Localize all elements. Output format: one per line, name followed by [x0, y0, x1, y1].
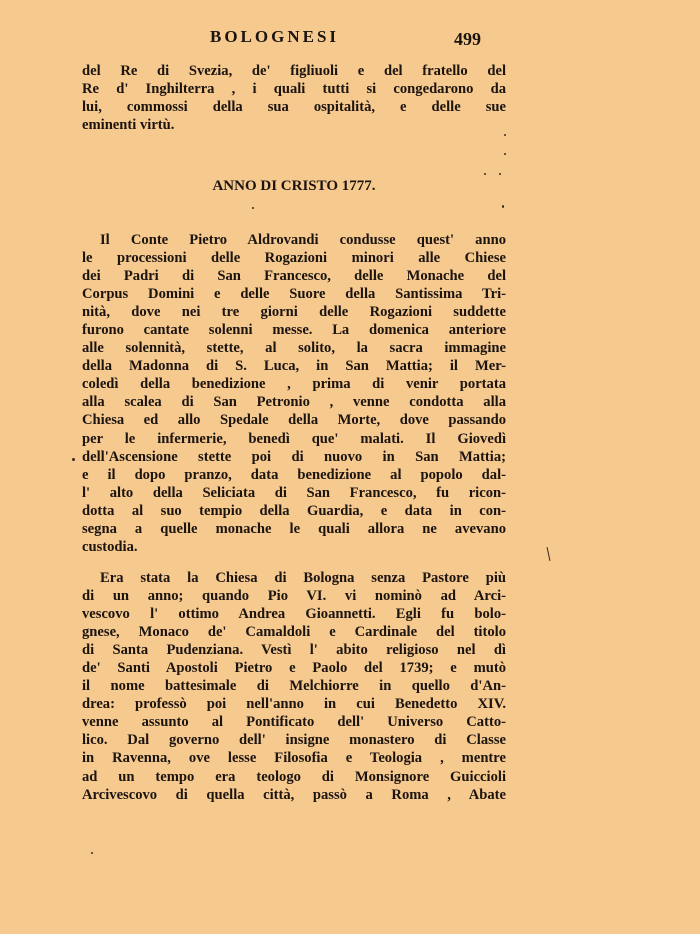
ink-speck	[252, 207, 254, 209]
text-line: dotta al suo tempio della Guardia, e data in con-	[82, 502, 506, 519]
text-line: di un anno; quando Pio VI. vi nominò ad Arci-	[82, 588, 506, 605]
continued-paragraph	[82, 62, 506, 134]
running-head-title: BOLOGNESI	[210, 27, 340, 46]
text-line: de' Santi Apostoli Pietro e Paolo del 1739; e mutò	[82, 660, 506, 677]
text-line: nità, dove nei tre giorni delle Rogazioni suddette	[82, 304, 506, 321]
text-line: della Madonna di S. Luca, in San Mattia; il Mer-	[82, 358, 506, 375]
text-line: alla scalea di San Petronio , venne condotta alla	[82, 394, 506, 411]
text-line: dei Padri di San Francesco, delle Monache del	[82, 268, 506, 285]
text-line: le processioni delle Rogazioni minori alle Chiese	[82, 250, 506, 267]
text-line: e il dopo pranzo, data benedizione al popolo dal-	[82, 466, 506, 483]
text-line: vescovo l' ottimo Andrea Gioannetti. Egli fu bolo-	[82, 606, 506, 623]
page-number: 499	[454, 29, 481, 49]
text-line: del Re di Svezia, de' figliuoli e del fratello del	[82, 63, 506, 79]
text-line: segna a quelle monache le quali allora ne avevano	[82, 520, 506, 537]
text-line: furono cantate solenni messe. La domenica anteriore	[82, 322, 506, 339]
text-line: lico. Dal governo dell' insigne monastero di Classe	[82, 732, 506, 749]
text-line: il nome battesimale di Melchiorre in quello d'An-	[82, 678, 506, 695]
text-line: Il Conte Pietro Aldrovandi condusse quest' anno	[100, 232, 506, 248]
text-line: Era stata la Chiesa di Bologna senza Pastore più	[100, 570, 506, 586]
text-line: gnese, Monaco de' Camaldoli e Cardinale del titolo	[82, 624, 506, 641]
text-line: coledì della benedizione , prima di venir portata	[82, 376, 506, 393]
paragraph-archbishop	[82, 569, 506, 804]
text-line: lui, commossi della sua ospitalità, e delle sue	[82, 99, 506, 116]
ink-speck	[91, 852, 93, 854]
text-line: Re d' Inghilterra , i quali tutti si congedarono da	[82, 81, 506, 98]
text-line: Corpus Domini e delle Suore della Santissima Tri-	[82, 286, 506, 303]
text-line: drea: professò poi nell'anno in cui Benedetto XIV.	[82, 696, 506, 713]
year-heading: ANNO DI CRISTO 1777.	[212, 178, 376, 194]
ink-speck	[504, 153, 506, 155]
text-line: in Ravenna, ove lesse Filosofia e Teologia , mentre	[82, 750, 506, 767]
text-line: Arcivescovo di quella città, passò a Roma , Abate	[82, 786, 506, 803]
text-line: Chiesa ed allo Spedale della Morte, dove passando	[82, 412, 506, 429]
text-line: di Santa Pudenziana. Vestì l' abito religioso nel dì	[82, 642, 506, 659]
text-line: dell'Ascensione stette poi di nuovo in San Mattia;	[82, 448, 506, 465]
text-line: venne assunto al Pontificato dell' Universo Catto-	[82, 714, 506, 731]
ink-speck	[504, 134, 506, 136]
ink-speck	[547, 547, 551, 561]
ink-speck	[484, 173, 486, 175]
ink-speck	[499, 173, 501, 175]
running-head	[82, 26, 494, 50]
text-line: eminenti virtù.	[82, 117, 175, 134]
paragraph-rogations	[82, 231, 506, 556]
text-line: alle solennità, stette, al solito, la sacra immagine	[82, 340, 506, 357]
text-line: custodia.	[82, 538, 138, 555]
ink-speck	[72, 458, 75, 461]
text-line: per le infermerie, benedì que' malati. Il Giovedì	[82, 430, 506, 447]
ink-speck	[502, 205, 504, 208]
text-line: l' alto della Seliciata di San Francesco, fu ricon-	[82, 484, 506, 501]
text-line: ad un tempo era teologo di Monsignore Guiccioli	[82, 768, 506, 785]
